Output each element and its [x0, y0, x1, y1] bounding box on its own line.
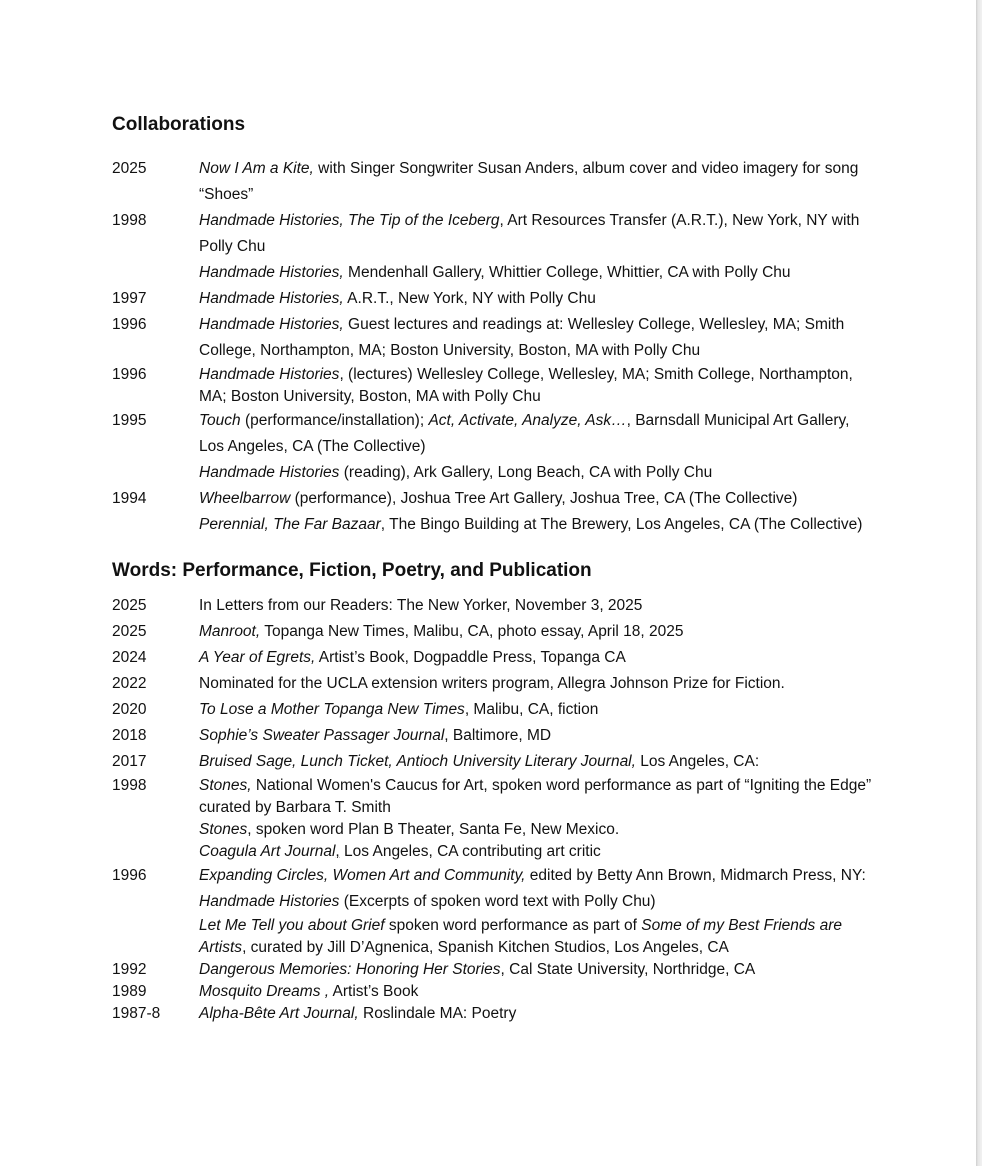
entry-year: [112, 260, 199, 286]
words-heading: Words: Performance, Fiction, Poetry, and Publication: [112, 560, 592, 581]
entry-year: 2022: [112, 675, 147, 692]
entry-title: Let Me Tell you about Grief: [199, 917, 385, 934]
entry-text: [199, 981, 872, 1003]
entry-title: Handmade Histories: [199, 366, 340, 383]
entry-detail: , Barnsdall Municipal Art Gallery, Los Angeles, CA (The Collective): [199, 412, 850, 455]
entry-detail: spoken word performance as part of: [384, 917, 642, 934]
entry-row: [112, 819, 872, 841]
entry-title: Handmade Histories,: [199, 290, 344, 307]
entry-text: [199, 697, 872, 723]
entry-row: [112, 645, 872, 671]
entry-row: [112, 671, 872, 697]
entry-year: 1994: [112, 490, 147, 507]
entry-detail: Artist’s Book, Dogpaddle Press, Topanga CA: [315, 649, 626, 666]
entry-row: [112, 915, 872, 959]
entry-detail: , curated by Jill D’Agnenica, Spanish Kitchen Studios, Los Angeles, CA: [242, 939, 729, 956]
entry-year: 2025: [112, 597, 147, 614]
entry-row: [112, 619, 872, 645]
entry-row: [112, 749, 872, 775]
entry-year: 1987-8: [112, 1005, 161, 1022]
entry-text: [199, 312, 872, 364]
entry-year: [112, 915, 199, 959]
entry-title: Sophie’s Sweater Passager Journal: [199, 727, 445, 744]
entry-title: Touch: [199, 412, 241, 429]
entry-text: [199, 645, 872, 671]
collaborations-list: [112, 156, 872, 538]
entry-detail: , spoken word Plan B Theater, Santa Fe, New Mexico.: [247, 821, 620, 838]
entry-title: Handmade Histories: [199, 893, 340, 910]
entry-row: [112, 841, 872, 863]
entry-title: Stones,: [199, 777, 252, 794]
entry-detail: , Baltimore, MD: [444, 727, 552, 744]
entry-row: [112, 512, 872, 538]
entry-title: A Year of Egrets,: [199, 649, 316, 666]
entry-year: 1996: [112, 366, 147, 383]
entry-detail: with Singer Songwriter Susan Anders, album cover and video imagery for song “Shoes”: [199, 160, 859, 203]
entry-text: [199, 819, 872, 841]
entry-text: [199, 486, 872, 512]
entry-detail: , (lectures) Wellesley College, Wellesley, MA; Smith College, Northampton, MA; Boston University, Boston, MA with Polly Chu: [199, 366, 853, 405]
entry-row: [112, 1003, 872, 1025]
entry-year: [112, 819, 199, 841]
entry-row: [112, 863, 872, 915]
entry-year: 2018: [112, 727, 147, 744]
entry-row: [112, 364, 872, 408]
entry-row: [112, 593, 872, 619]
entry-row: [112, 156, 872, 208]
entry-year: 2025: [112, 160, 147, 177]
entry-title: Manroot,: [199, 623, 261, 640]
entry-year: [112, 512, 199, 538]
entry-detail: National Women's Caucus for Art, spoken word performance as part of “Igniting the Edge” curated by Barbara T. Smith: [199, 777, 872, 816]
entry-title: Handmade Histories,: [199, 316, 344, 333]
entry-detail: Topanga New Times, Malibu, CA, photo essay, April 18, 2025: [260, 623, 684, 640]
entry-text: [199, 286, 872, 312]
entry-text: [199, 863, 872, 915]
entry-row: [112, 260, 872, 286]
entry-detail: Mendenhall Gallery, Whittier College, Whittier, CA with Polly Chu: [343, 264, 791, 281]
entry-year: 2025: [112, 623, 147, 640]
entry-row: [112, 959, 872, 981]
entry-title: Expanding Circles, Women Art and Community,: [199, 867, 526, 884]
entry-year: [112, 460, 199, 486]
entry-year: 1998: [112, 212, 147, 229]
entry-detail: , Art Resources Transfer (A.R.T.), New York, NY with Polly Chu: [199, 212, 860, 255]
page-edge: [976, 0, 982, 1166]
entry-year: 1996: [112, 316, 147, 333]
entry-title: Handmade Histories, The Tip of the Iceberg: [199, 212, 500, 229]
entry-title: Alpha-Bête Art Journal,: [199, 1005, 359, 1022]
entry-text: [199, 460, 872, 486]
entry-year: 2020: [112, 701, 147, 718]
entry-text: [199, 775, 872, 819]
entry-text: [199, 841, 872, 863]
entry-year: 1998: [112, 777, 147, 794]
entry-text: [199, 671, 872, 697]
entry-detail: , Malibu, CA, fiction: [464, 701, 599, 718]
entry-title: Wheelbarrow: [199, 490, 291, 507]
entry-detail: Los Angeles, CA:: [635, 753, 760, 770]
entry-text: [199, 408, 872, 460]
entry-row: [112, 460, 872, 486]
entry-year: 2024: [112, 649, 147, 666]
entry-year: 1995: [112, 412, 147, 429]
entry-title: Act, Activate, Analyze, Ask…: [428, 412, 627, 429]
entry-text: [199, 364, 872, 408]
entry-title: To Lose a Mother Topanga New Times: [199, 701, 465, 718]
entry-detail: (reading), Ark Gallery, Long Beach, CA with Polly Chu: [339, 464, 713, 481]
entry-detail: , Cal State University, Northridge, CA: [500, 961, 756, 978]
entry-title: Dangerous Memories: Honoring Her Stories: [199, 961, 501, 978]
entry-row: [112, 286, 872, 312]
entry-detail: ,: [335, 843, 340, 860]
entry-title: Coagula Art Journal: [199, 843, 336, 860]
entry-title: Bruised Sage, Lunch Ticket, Antioch University Literary Journal,: [199, 753, 636, 770]
entry-detail: Los Angeles, CA contributing art critic: [339, 843, 601, 860]
entry-year: 1989: [112, 983, 147, 1000]
entry-year: 1992: [112, 961, 147, 978]
entry-text: [199, 1003, 872, 1025]
entry-detail: Nominated for the UCLA extension writers program, Allegra Johnson Prize for Fiction.: [199, 675, 785, 692]
entry-year: 2017: [112, 753, 147, 770]
entry-text: [199, 512, 872, 538]
entry-detail: A.R.T., New York, NY with Polly Chu: [343, 290, 596, 307]
entry-detail: Artist’s Book: [329, 983, 419, 1000]
entry-text: [199, 619, 872, 645]
entry-text: [199, 915, 872, 959]
document-content: [112, 112, 872, 1025]
entry-row: [112, 486, 872, 512]
entry-row: [112, 312, 872, 364]
entry-text: [199, 723, 872, 749]
entry-title: Handmade Histories,: [199, 264, 344, 281]
entry-title: Handmade Histories: [199, 464, 340, 481]
entry-year: 1996: [112, 867, 147, 884]
entry-row: [112, 408, 872, 460]
entry-text: [199, 959, 872, 981]
entry-detail: (performance), Joshua Tree Art Gallery, Joshua Tree, CA (The Collective): [290, 490, 798, 507]
entry-detail: (performance/installation);: [240, 412, 429, 429]
entry-row: [112, 723, 872, 749]
entry-row: [112, 981, 872, 1003]
entry-detail: Guest lectures and readings at: Wellesley College, Wellesley, MA; Smith College, Northampton, MA; Boston University, Boston, MA with Polly Chu: [199, 316, 845, 359]
entry-title: Mosquito Dreams ,: [199, 983, 330, 1000]
entry-year: 1997: [112, 290, 147, 307]
entry-title: Some of my Best Friends are Artists: [199, 917, 842, 956]
entry-row: [112, 208, 872, 260]
entry-title: Stones: [199, 821, 248, 838]
entry-detail: In Letters from our Readers: The New Yorker, November 3, 2025: [199, 597, 643, 614]
entry-row: [112, 697, 872, 723]
words-list: [112, 593, 872, 1025]
entry-text: [199, 156, 872, 208]
entry-detail: edited by Betty Ann Brown, Midmarch Press, NY:: [525, 867, 866, 884]
entry-title: Perennial, The Far Bazaar: [199, 516, 381, 533]
entry-detail: Roslindale MA: Poetry: [358, 1005, 517, 1022]
entry-year: [112, 841, 199, 863]
entry-detail: (Excerpts of spoken word text with Polly Chu): [339, 893, 656, 910]
entry-text: [199, 260, 872, 286]
collaborations-heading: Collaborations: [112, 114, 246, 135]
entry-text: [199, 208, 872, 260]
entry-row: [112, 775, 872, 819]
entry-title: Now I Am a Kite,: [199, 160, 314, 177]
entry-detail: , The Bingo Building at The Brewery, Los Angeles, CA (The Collective): [380, 516, 863, 533]
entry-text: [199, 593, 872, 619]
entry-text: [199, 749, 872, 775]
